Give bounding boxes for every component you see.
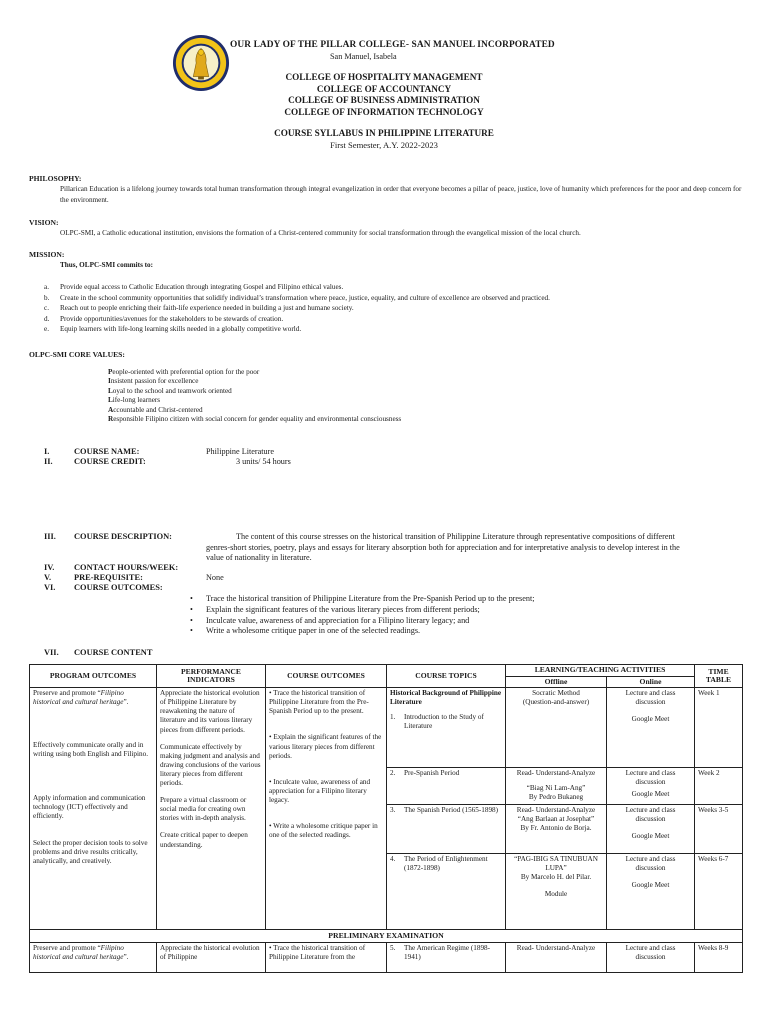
course-outcomes-cell: • Trace the historical transition of Philippine Literature from the: [266, 943, 387, 973]
time-cell: Weeks 6-7: [695, 854, 743, 930]
time-cell: Weeks 8-9: [695, 943, 743, 973]
offline-cell: Read- Understand-Analyze “Ang Barlaan at Josephat” By Fr. Antonio de Borja.: [506, 805, 607, 854]
outcome-item: • Inculcate value, awareness of and appreciation for a Filipino literary legacy; and: [190, 615, 470, 625]
college-list: [0, 72, 768, 118]
course-outcome: • Inculcate value, awareness of and appreciation for a Filipino literary legacy.: [269, 777, 371, 804]
program-outcome: Preserve and promote “Filipino historical and cultural heritage”.: [33, 689, 129, 707]
course-description-text: The content of this course stresses on the historical transition of Philippine Literature through representative compositions of different genres-short stories, poetry, plays and essays for literary absorption both for appreciation and for interpretative analysis to develop interest in the value of nationality in literature.: [206, 532, 680, 563]
performance-indicator: Appreciate the historical evolution of Philippine Literature by reawakening the nature of literature and its various literary pieces from different periods.: [160, 689, 260, 734]
header-online: Online: [607, 676, 695, 688]
header-performance-indicators: PERFORMANCE INDICATORS: [157, 665, 266, 688]
outcome-item: • Write a wholesome critique paper in one of the selected readings.: [190, 626, 421, 636]
core-value-item: Loyal to the school and teamwork oriented: [108, 386, 232, 395]
performance-indicator: Prepare a virtual classroom or social media for creating own stories with in-depth analysis.: [160, 796, 247, 823]
performance-indicators-cell: Appreciate the historical evolution of Philippine: [157, 943, 266, 973]
school-location: San Manuel, Isabela: [330, 52, 397, 61]
course-outcome: • Explain the significant features of the various literary pieces from different periods.: [269, 733, 382, 760]
mission-item: e. Equip learners with life-long learning skills needed in a globally competitive world.: [44, 325, 302, 334]
online-cell: Lecture and class discussion Google Meet: [607, 688, 695, 768]
course-outcome: • Trace the historical transition of Philippine Literature from the Pre-Spanish Period up to the present.: [269, 689, 369, 716]
online-cell: Lecture and class discussion Google Meet: [607, 854, 695, 930]
vision-text: OLPC-SMI, a Catholic educational institution, envisions the formation of a Christ-centered community for social transformation through the evangelical mission of the local church.: [60, 229, 581, 237]
performance-indicators-cell: [157, 688, 266, 930]
core-values-label: OLPC-SMI CORE VALUES:: [29, 350, 125, 359]
core-value-item: Accountable and Christ-centered: [108, 405, 203, 414]
course-name-value: Philippine Literature: [206, 447, 274, 456]
online-cell: Lecture and class discussion: [607, 943, 695, 973]
topic-item: 4. The Period of Enlightenment (1872-1898): [390, 855, 488, 873]
header-course-outcomes: COURSE OUTCOMES: [266, 665, 387, 688]
core-value-item: Responsible Filipino citizen with social concern for gender equality and environmental consciousness: [108, 415, 402, 424]
online-cell: Lecture and class discussion Google Meet: [607, 768, 695, 805]
philosophy-label: PHILOSOPHY:: [29, 174, 82, 183]
mission-label: MISSION:: [29, 250, 65, 259]
course-credit-value: 3 units/ 54 hours: [236, 457, 291, 466]
topic-cell: [387, 943, 506, 973]
time-cell: Weeks 3-5: [695, 805, 743, 854]
topic-cell: [387, 688, 506, 768]
semester-line: First Semester, A.Y. 2022-2023: [330, 140, 438, 150]
core-value-item: Insistent passion for excellence: [108, 377, 199, 386]
college-name: COLLEGE OF ACCOUNTANCY: [316, 83, 452, 94]
mission-item: b. Create in the school community opportunities that solidify individual’s transformation where peace, justice, equality, and culture of excellence are observed and practiced.: [44, 293, 550, 302]
topic-cell: [387, 805, 506, 854]
college-name: COLLEGE OF HOSPITALITY MANAGEMENT: [285, 72, 483, 82]
college-name: COLLEGE OF BUSINESS ADMINISTRATION: [288, 95, 480, 106]
performance-indicator: Communicate effectively by making judgment and analysis and drawing conclusions of the various literary pieces from different periods.: [160, 742, 261, 788]
topic-cell: [387, 768, 506, 805]
mission-list: [44, 282, 744, 335]
core-values-list: [108, 368, 401, 424]
outcome-item: • Trace the historical transition of Philippine Literature from the Pre-Spanish Period up to the present;: [190, 594, 535, 603]
outcome-item: • Explain the significant features of the various literary pieces from different periods;: [190, 604, 480, 614]
offline-cell: “PAG-IBIG SA TINUBUAN LUPA” By Marcelo H. del Pilar. Module: [506, 854, 607, 930]
topic-heading: Historical Background of Philippine Literature: [390, 689, 502, 707]
program-outcome: Apply information and communication technology (ICT) effectively and efficiently.: [33, 793, 146, 820]
program-outcome: Select the proper decision tools to solve problems and drive results critically, analytically, and creatively.: [33, 838, 148, 866]
course-outcomes-list: [190, 594, 535, 637]
vision-label: VISION:: [29, 218, 59, 227]
topic-item: 5. The American Regime (1898-1941): [390, 944, 491, 962]
mission-item: a. Provide equal access to Catholic Education through integrating Gospel and Filipino ethical values.: [44, 283, 344, 291]
header-course-topics: COURSE TOPICS: [387, 665, 506, 688]
mission-item: d. Provide opportunities/avenues for the stakeholders to be stewards of creation.: [44, 314, 284, 323]
topic-item: 3. The Spanish Period (1565-1898): [390, 806, 499, 815]
course-outcomes-cell: [266, 688, 387, 930]
mission-intro: Thus, OLPC-SMI commits to:: [60, 261, 154, 269]
school-name: OUR LADY OF THE PILLAR COLLEGE- SAN MANUEL INCORPORATED: [230, 40, 555, 50]
course-content-table: [29, 664, 743, 973]
time-cell: Week 2: [695, 768, 743, 805]
philosophy-text: Pillarican Education is a lifelong journey towards total human transformation through integral evangelization in order that everyone becomes a pillar of peace, justice, love of humanity which preferences for the poor and deep concern for the environment.: [60, 185, 742, 204]
course-outcome: • Write a wholesome critique paper in one of the selected readings.: [269, 822, 378, 840]
program-outcomes-cell: Preserve and promote “Filipino historical and cultural heritage”.: [30, 943, 157, 973]
offline-cell: Read- Understand-Analyze: [506, 943, 607, 973]
mission-item: c. Reach out to people enriching their faith-life experience needed in building a just and humane society.: [44, 304, 354, 313]
prerequisite-value: None: [206, 573, 224, 582]
offline-cell: Socratic Method (Question-and-answer): [506, 688, 607, 768]
header-program-outcomes: PROGRAM OUTCOMES: [30, 665, 157, 688]
syllabus-title: COURSE SYLLABUS IN PHILIPPINE LITERATURE: [274, 128, 494, 138]
core-value-item: People-oriented with preferential option for the poor: [108, 368, 260, 376]
performance-indicator: Create critical paper to deepen understanding.: [160, 831, 248, 849]
topic-cell: [387, 854, 506, 930]
offline-cell: Read- Understand-Analyze “Biag Ni Lam-Ang” By Pedro Bukaneg: [506, 768, 607, 805]
header-time-table: TIME TABLE: [695, 665, 743, 688]
topic-item: 1. Introduction to the Study of Literature: [390, 713, 484, 731]
time-cell: Week 1: [695, 688, 743, 768]
online-cell: Lecture and class discussion Google Meet: [607, 805, 695, 854]
preliminary-exam-row: PRELIMINARY EXAMINATION: [30, 930, 743, 943]
header-activities: LEARNING/TEACHING ACTIVITIES: [506, 665, 695, 677]
topic-item: 2. Pre-Spanish Period: [390, 769, 460, 778]
program-outcomes-cell: [30, 688, 157, 930]
core-value-item: Life-long learners: [108, 396, 161, 405]
college-name: COLLEGE OF INFORMATION TECHNOLOGY: [284, 106, 484, 117]
program-outcome: Effectively communicate orally and in writing using both English and Filipino.: [33, 741, 149, 759]
header-offline: Offline: [506, 676, 607, 688]
